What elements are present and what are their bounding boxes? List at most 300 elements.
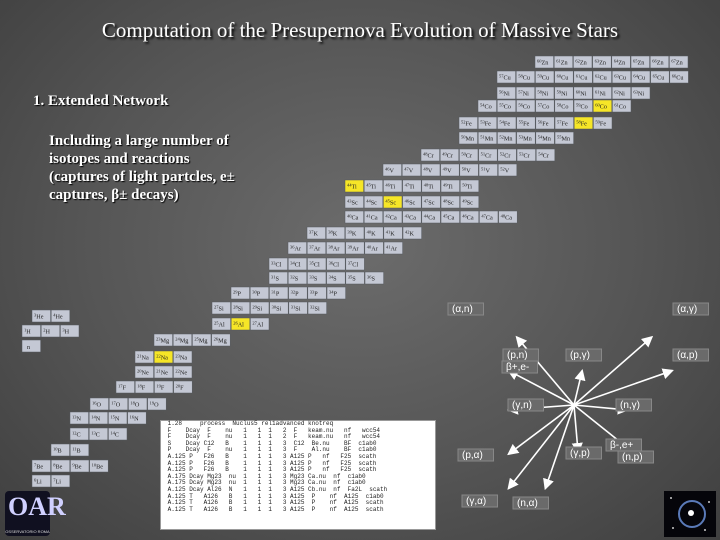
isotope-label: $^{20}$Ne (137, 368, 149, 377)
isotope-label: $^{24}$Mg (175, 336, 189, 345)
isotope-label: $^{47}$Sc (423, 198, 435, 207)
isotope-label: $^{58}$Ni (537, 89, 549, 98)
isotope-cell (441, 164, 460, 176)
isotope-cell (307, 242, 326, 254)
isotope-label: $^7$Be (34, 462, 44, 471)
isotope-cell (154, 381, 173, 393)
isotope-label: $^{34}$Cl (290, 260, 301, 269)
isotope-label: $^{67}$Zn (671, 58, 683, 67)
isotope-label: $^{28}$Si (233, 304, 243, 313)
isotope-cell (440, 149, 459, 161)
isotope-cell (192, 334, 211, 346)
table-row: S Dcay C12 B 1 1 1 3 C12 Be.nu BF c1ab0 (164, 439, 377, 447)
reaction-label: (γ,α) (466, 496, 487, 507)
table-row: A.125 T A126 B 1 1 1 3 A125 P nf A125 scath (164, 505, 384, 513)
isotope-cell (478, 117, 497, 129)
isotope-cell (479, 164, 498, 176)
isotope-cell (535, 87, 554, 99)
isotope-cell (574, 117, 593, 129)
isotope-cell (22, 325, 41, 337)
isotope-label: $^{59}$Cu (537, 73, 550, 82)
isotope-cell (383, 164, 402, 176)
reaction-arrow (574, 337, 652, 405)
isotope-cell (593, 87, 612, 99)
isotope-label: $^{40}$Ar (366, 244, 378, 253)
isotope-cell (307, 258, 326, 270)
isotope-label: $^{30}$Si (271, 304, 282, 313)
isotope-label: $^{57}$Ni (518, 89, 529, 98)
isotope-cell (460, 196, 479, 208)
isotope-label: $^1$H (24, 327, 31, 336)
isotope-label: $^{56}$Fe (537, 119, 549, 128)
isotope-label: $^{55}$Co (499, 102, 511, 111)
isotope-label: $^{46}$Ti (385, 182, 396, 191)
isotope-cell (574, 100, 593, 112)
isotope-cell (460, 164, 479, 176)
isotope-label: $^{46}$V (385, 166, 394, 175)
galaxy-core (688, 510, 694, 516)
isotope-label: $^{60}$Co (595, 102, 607, 111)
isotope-label: $^{35}$Cl (309, 260, 320, 269)
isotope-label: $^{51}$Mn (480, 134, 494, 143)
isotope-cell (327, 258, 346, 270)
isotope-cell (346, 272, 365, 284)
isotope-label: $^{21}$Na (137, 353, 149, 362)
isotope-cell (250, 302, 269, 314)
isotope-cell (612, 71, 631, 83)
isotope-cell (212, 302, 231, 314)
isotope-cell (128, 398, 147, 410)
isotope-label: $^{44}$Ca (423, 213, 436, 222)
isotope-label: $^{38}$K (328, 229, 338, 238)
isotope-label: $^{49}$V (442, 166, 452, 175)
isotope-cell (270, 302, 289, 314)
isotope-cell (365, 227, 384, 239)
isotope-label: $^{34}$P (329, 289, 337, 298)
isotope-label: $^{44}$Sc (366, 198, 377, 207)
isotope-cell (497, 71, 516, 83)
isotope-label: $^{50}$Ti (462, 182, 472, 191)
isotope-cell (593, 100, 612, 112)
star (704, 529, 706, 531)
isotope-label: $^{23}$Na (175, 353, 188, 362)
isotope-cell (612, 100, 631, 112)
isotope-cell (135, 381, 154, 393)
isotope-label: $^{49}$Sc (462, 198, 473, 207)
isotope-label: $^{48}$Sc (443, 198, 454, 207)
isotope-label: $^{64}$Zn (613, 58, 626, 67)
isotope-cell (173, 351, 192, 363)
isotope-label: $^{36}$S (367, 274, 375, 283)
isotope-label: $^9$Be (72, 462, 82, 471)
isotope-cell (498, 164, 517, 176)
isotope-cell (441, 196, 460, 208)
isotope-cell (51, 475, 70, 487)
isotope-cell (364, 180, 383, 192)
isotope-label: $^{62}$Cu (595, 73, 607, 82)
neutron-cell (22, 340, 41, 352)
isotope-label: $^{31}$P (271, 289, 280, 298)
isotope-cell (365, 272, 384, 284)
isotope-cell (90, 460, 109, 472)
isotope-cell (90, 398, 109, 410)
isotope-cell (421, 164, 440, 176)
isotope-cell (555, 117, 574, 129)
isotope-label: $^{37}$K (309, 229, 318, 238)
isotope-label: $^{22}$Na (156, 353, 168, 362)
isotope-cell (459, 117, 478, 129)
isotope-cell (631, 71, 650, 83)
isotope-label: $^7$Li (53, 477, 61, 486)
isotope-label: $^{32}$Si (310, 304, 320, 313)
isotope-label: $^{16}$N (129, 414, 139, 423)
isotope-cell (422, 196, 441, 208)
isotope-cell (173, 334, 192, 346)
isotope-cell (460, 180, 479, 192)
isotope-label: $^4$He (53, 312, 63, 321)
isotope-label: $^{26}$Mg (213, 336, 227, 345)
isotope-cell (536, 100, 555, 112)
isotope-label: $^{47}$V (404, 166, 414, 175)
reaction-label: β-,e+ (610, 440, 634, 451)
isotope-label: $^{42}$Ca (385, 213, 397, 222)
isotope-label: $^{65}$Zn (633, 58, 645, 67)
isotope-cell (651, 71, 670, 83)
isotope-label: $^3$He (34, 312, 44, 321)
isotope-label: $^{44}$Ti (347, 182, 357, 191)
isotope-label: $^{66}$Zn (652, 58, 664, 67)
isotope-cell (288, 272, 307, 284)
isotope-cell (41, 325, 60, 337)
isotope-label: $^{39}$K (347, 229, 357, 238)
isotope-label: $^{15}$N (110, 414, 120, 423)
isotope-label: $^{33}$P (309, 289, 318, 298)
isotope-cell (250, 287, 269, 299)
reaction-label: (p,n) (507, 350, 528, 361)
isotope-cell (498, 149, 517, 161)
isotope-cell (128, 412, 147, 424)
isotope-cell (173, 366, 192, 378)
isotope-label: $^{29}$Si (252, 304, 263, 313)
isotope-label: $^{36}$Ar (290, 244, 302, 253)
isotope-label: $^{18}$O (130, 400, 140, 409)
isotope-label: $^{56}$Co (518, 102, 531, 111)
isotope-cell (422, 211, 441, 223)
isotope-label: $^{37}$Ar (309, 244, 321, 253)
section-heading: 1. Extended Network (33, 93, 169, 109)
isotope-label: $^{53}$Fe (480, 119, 491, 128)
isotope-cell (345, 227, 364, 239)
isotope-cell (365, 242, 384, 254)
isotope-cell (478, 100, 497, 112)
isotope-cell (345, 196, 364, 208)
isotope-cell (612, 87, 631, 99)
isotope-label: $^{61}$Zn (556, 58, 568, 67)
isotope-cell (269, 287, 288, 299)
table-row: A.125 Dcay Al26 N 1 1 1 3 A125 Cb.nu nf Fa2L scath (164, 485, 388, 493)
isotope-label: $^{38}$Ar (328, 244, 340, 253)
isotope-cell (212, 318, 231, 330)
isotope-cell (554, 56, 573, 68)
isotope-label: $^{50}$Cr (461, 151, 473, 160)
isotope-label: $^{59}$Co (576, 102, 588, 111)
isotope-cell (326, 242, 345, 254)
isotope-label: $^{57}$Cu (499, 73, 511, 82)
isotope-label: $^{51}$Cr (480, 151, 492, 160)
isotope-cell (555, 132, 574, 144)
isotope-label: $^{52}$V (500, 166, 510, 175)
isotope-cell (593, 56, 612, 68)
isotope-cell (250, 318, 269, 330)
isotope-label: $^{45}$Sc (385, 198, 397, 207)
isotope-cell (631, 56, 650, 68)
reaction-label: (γ,n) (512, 400, 532, 411)
isotope-label: $^{61}$Ni (595, 89, 606, 98)
isotope-label: $^{60}$Zn (537, 58, 549, 67)
isotope-label: $^{63}$Cu (614, 73, 626, 82)
isotope-label: $^{33}$Cl (271, 260, 282, 269)
galaxy-image (664, 491, 716, 537)
table-row: P Dcay F nu 1 1 1 3 F Al.nu BF c1ab0 (164, 446, 377, 454)
isotope-cell (89, 412, 108, 424)
isotope-label: $^{10}$B (53, 446, 62, 455)
isotope-cell (441, 180, 460, 192)
isotope-cell (555, 100, 574, 112)
isotope-cell (403, 196, 422, 208)
isotope-cell (116, 381, 135, 393)
table-row: A.175 Dcay Mg23 nu 1 1 1 3 Mg23 Ca.nu nf c1ab0 (164, 472, 366, 480)
isotope-label: $^{62}$Ni (614, 89, 625, 98)
isotope-label: $^{58}$Fe (576, 119, 587, 128)
isotope-cell (346, 242, 365, 254)
isotope-cell (516, 71, 535, 83)
description-line: isotopes and reactions (49, 151, 190, 167)
isotope-cell (384, 242, 403, 254)
isotope-cell (650, 56, 669, 68)
isotope-cell (459, 149, 478, 161)
isotope-label: $^{13}$C (91, 430, 100, 439)
isotope-label: $^{55}$Mn (557, 134, 571, 143)
isotope-cell (269, 272, 288, 284)
isotope-cell (403, 227, 422, 239)
table-row: F Dcay F nu 1 1 1 2 F keam.nu nf wcc54 (164, 426, 381, 434)
isotope-cell (497, 87, 516, 99)
reaction-label: β+,e- (506, 362, 530, 373)
isotope-cell (421, 149, 440, 161)
isotope-label: $^{43}$Ca (404, 213, 416, 222)
isotope-cell (497, 117, 516, 129)
isotope-label: $^{63}$Ni (633, 89, 645, 98)
table-row: A.125 T A126 B 1 1 1 3 A125 P nf A125 scath (164, 499, 384, 507)
isotope-label: $^{50}$Mn (461, 134, 475, 143)
isotope-label: $^{25}$Mg (194, 336, 208, 345)
isotope-label: $^{52}$Fe (461, 119, 472, 128)
isotope-label: $^{59}$Fe (595, 119, 607, 128)
isotope-label: $^{12}$C (72, 430, 81, 439)
isotope-label: $^{40}$K (366, 229, 376, 238)
isotope-cell (516, 87, 535, 99)
isotope-label: $^{53}$Cr (519, 151, 530, 160)
isotope-cell (497, 100, 516, 112)
isotope-label: $^{41}$Ca (366, 213, 378, 222)
isotope-label: $^{41}$K (385, 229, 395, 238)
isotope-cell (670, 71, 689, 83)
isotope-label: $^{46}$Ca (462, 213, 474, 222)
isotope-cell (70, 460, 89, 472)
isotope-cell (364, 211, 383, 223)
table-row: F Dcay F nu 1 1 1 2 F keam.nu nf wcc54 (164, 433, 381, 441)
isotope-cell (631, 87, 650, 99)
isotope-cell (499, 211, 518, 223)
isotope-label: $^{14}$N (91, 414, 101, 423)
isotope-cell (70, 444, 89, 456)
star (708, 501, 710, 503)
isotope-cell (403, 180, 422, 192)
isotope-cell (516, 100, 535, 112)
isotope-label: $^{27}$Si (214, 304, 224, 313)
table-row: A.125 T A126 B 1 1 1 3 A125 P nf A125 c1ab0 (164, 492, 384, 500)
isotope-label: $^{20}$F (175, 383, 184, 392)
isotope-label: $^{52}$Cr (499, 151, 511, 160)
isotope-cell (555, 71, 574, 83)
isotope-cell (269, 258, 288, 270)
neutron-box (22, 340, 41, 352)
isotope-label: $^{47}$Ti (404, 182, 415, 191)
isotope-label: $^{48}$Ti (423, 182, 434, 191)
isotope-label: $^{54}$Cr (538, 151, 549, 160)
isotope-label: $^{49}$Cr (442, 151, 453, 160)
reaction-label: (p,α) (462, 450, 483, 461)
isotope-cell (289, 287, 308, 299)
isotope-cell (307, 272, 326, 284)
isotope-cell (212, 334, 231, 346)
isotope-label: $^{47}$Ca (481, 213, 493, 222)
isotope-cell (51, 310, 70, 322)
isotope-cell (308, 302, 327, 314)
reaction-label: (n,α) (517, 498, 538, 509)
isotope-label: $^{39}$Ar (347, 244, 359, 253)
isotope-label: $^{62}$Zn (575, 58, 587, 67)
isotope-cell (32, 310, 51, 322)
isotope-cell (307, 227, 326, 239)
isotope-cell (574, 71, 593, 83)
isotope-cell (154, 366, 173, 378)
isotope-cell (593, 71, 612, 83)
isotope-cell (308, 287, 327, 299)
isotope-cell (51, 444, 70, 456)
isotope-label: $^{65}$Cu (652, 73, 665, 82)
isotope-label: $^{22}$Ne (175, 368, 188, 377)
isotope-label: $^{19}$F (156, 383, 165, 392)
isotope-label: $^{60}$Cu (556, 73, 569, 82)
isotope-cell (402, 164, 421, 176)
isotope-label: $^{49}$Ti (443, 182, 453, 191)
isotope-cell (231, 287, 250, 299)
isotope-label: $^{63}$Zn (594, 58, 606, 67)
isotope-cell (479, 149, 498, 161)
isotope-label: $^{36}$Cl (328, 260, 339, 269)
isotope-label: $^{21}$Ne (156, 368, 168, 377)
isotope-cell (517, 149, 536, 161)
star (670, 497, 672, 499)
isotope-label: $^{58}$Co (556, 102, 569, 111)
isotope-label: $^{34}$S (328, 274, 337, 283)
table-row: A.125 P F26 B 1 1 1 3 A125 P nf F25 scath (164, 452, 377, 460)
isotope-label: $^{59}$Ni (556, 89, 568, 98)
isotope-label: $^{17}$O (111, 400, 121, 409)
isotope-label: $^{61}$Cu (575, 73, 588, 82)
isotope-cell (669, 56, 688, 68)
isotope-label: $^{29}$P (233, 289, 241, 298)
description-line: Including a large number of (49, 133, 229, 149)
isotope-label: $^{50}$V (461, 166, 471, 175)
isotope-label: $^{66}$Cu (671, 73, 684, 82)
isotope-cell (574, 87, 593, 99)
isotope-cell (536, 132, 555, 144)
reaction-table (160, 420, 436, 530)
isotope-label: $^{31}$S (271, 274, 279, 283)
isotope-label: $^{26}$Al (233, 320, 244, 329)
isotope-label: $^{10}$Be (91, 462, 103, 471)
isotope-label: $^{48}$Ca (500, 213, 512, 222)
isotope-cell (517, 132, 536, 144)
isotope-label: $^{37}$Cl (347, 260, 359, 269)
isotope-label: $^{46}$Sc (404, 198, 416, 207)
isotope-cell (60, 325, 79, 337)
reaction-label: (α,p) (677, 350, 698, 361)
isotope-cell (288, 242, 307, 254)
isotope-cell (51, 460, 70, 472)
isotope-label: $^2$H (43, 327, 50, 336)
isotope-cell (346, 258, 365, 270)
isotope-cell (288, 258, 307, 270)
table-row: A.175 Dcay Mg23 nu 1 1 1 3 Mg23 Ca.nu nf c1ab0 (164, 479, 366, 487)
isotope-cell (231, 318, 250, 330)
isotope-cell (459, 132, 478, 144)
isotope-cell (535, 56, 554, 68)
isotope-cell (70, 412, 89, 424)
neutron-label: n (27, 344, 31, 351)
star (672, 527, 674, 529)
isotope-label: $^{31}$Si (290, 304, 301, 313)
isotope-label: $^{56}$Ni (499, 89, 510, 98)
isotope-cell (497, 132, 516, 144)
isotope-label: $^{51}$V (481, 166, 490, 175)
reaction-label: (α,n) (452, 304, 473, 315)
isotope-cell (478, 132, 497, 144)
logo-letter: OAR (8, 492, 66, 521)
isotope-label: $^{43}$Sc (347, 198, 358, 207)
oar-logo (5, 491, 66, 536)
isotope-label: $^{19}$O (149, 400, 159, 409)
reaction-label: (n,p) (622, 452, 643, 463)
isotope-cell (135, 351, 154, 363)
isotope-label: $^{57}$Fe (557, 119, 568, 128)
isotope-cell (383, 211, 402, 223)
isotope-label: $^{11}$B (72, 446, 81, 455)
isotope-label: $^6$Li (34, 477, 42, 486)
isotope-label: $^{30}$P (252, 289, 261, 298)
isotope-cell (383, 180, 402, 192)
isotope-label: $^8$Be (53, 462, 63, 471)
isotope-cell (403, 211, 422, 223)
isotope-label: $^{32}$S (290, 274, 299, 283)
table-row: 1.28 process Nuclus5 rel1advanced knotreq (164, 420, 334, 427)
isotope-cell (364, 196, 383, 208)
isotope-label: $^{23}$Mg (156, 336, 170, 345)
isotope-cell (154, 351, 173, 363)
isotope-cell (536, 117, 555, 129)
